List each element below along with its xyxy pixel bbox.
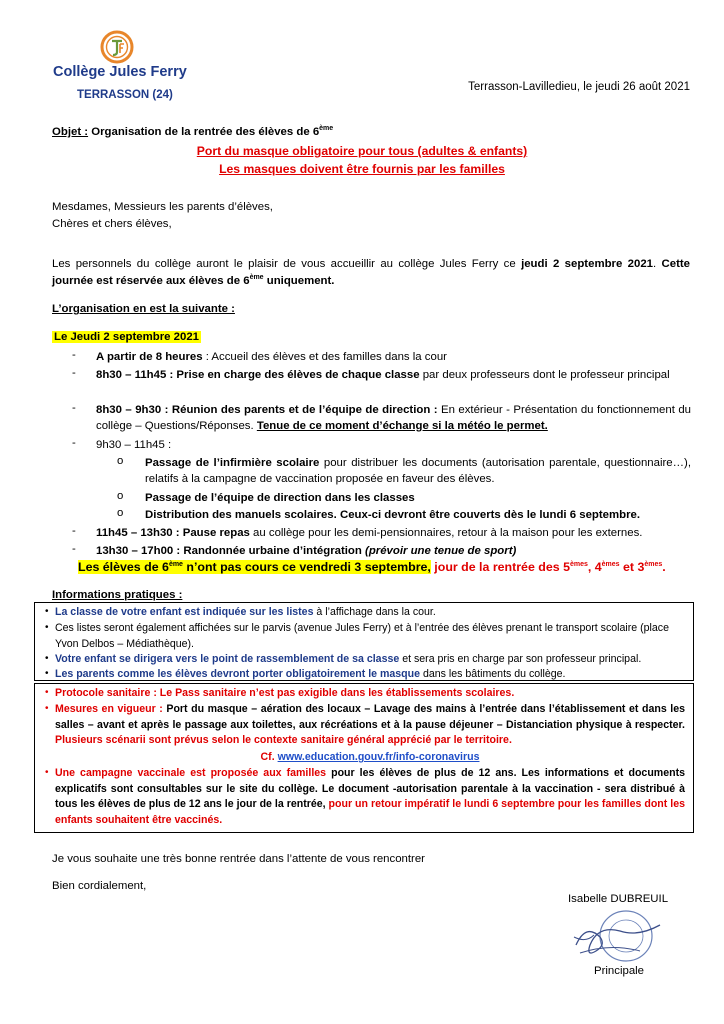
vaccination-label: Une campagne vaccinale est proposée aux familles: [55, 767, 327, 779]
no-class-highlight: [78, 560, 431, 574]
vaccination-text: pour les élèves de plus de 12 ans. Les informations et documents explicatifs sont consultables sur le site du collège. Le document -autorisation parentale à la vaccination - sera distribué à tous les élèves de plus de 12 ans le jour de la rentrée,: [55, 767, 685, 810]
mask-notice-1: Port du masque obligatoire pour tous (adultes & enfants): [196, 144, 528, 158]
rentree-text: jour de la rentrée des 5: [430, 560, 570, 574]
signature-stamp: [570, 905, 675, 965]
no-class-text-2: n’ont pas cours ce vendredi 3 septembre,: [182, 560, 431, 574]
subject-text: Organisation de la rentrée des élèves de 6: [88, 126, 320, 138]
signatory-name: Isabelle DUBREUIL: [568, 893, 669, 905]
info-item-3-blue: Votre enfant se dirigera vers le point de rassemblement de sa classe: [55, 653, 400, 665]
item5-bold: 11h45 – 13h30 : Pause repas: [96, 527, 250, 539]
schedule-item-1: [96, 349, 691, 365]
organisation-heading: L’organisation en est la suivante :: [52, 303, 235, 315]
item1-time: A partir de 8 heures: [96, 351, 203, 363]
dash-bullet: -: [72, 402, 76, 414]
bullet: •: [45, 668, 49, 679]
info-box-general: [34, 602, 694, 681]
place-date: Terrasson-Lavilledieu, le jeudi 26 août 2021: [468, 81, 690, 93]
bullet: •: [45, 653, 49, 664]
cf-line: [55, 750, 685, 766]
schedule-item-2: [96, 367, 691, 383]
info-item-1-blue: La classe de votre enfant est indiquée sur les listes: [55, 606, 314, 618]
circle-bullet: o: [117, 507, 124, 519]
item2-bold: 8h30 – 11h45 : Prise en charge des élèves de chaque classe: [96, 369, 420, 381]
dash-bullet: -: [72, 437, 76, 449]
coronavirus-link[interactable]: www.education.gouv.fr/info-coronavirus: [277, 751, 480, 763]
bullet: •: [45, 606, 49, 617]
info-item-4-text: dans les bâtiments du collège.: [420, 668, 566, 680]
item3-bold: 8h30 – 9h30 : Réunion des parents et de l’équipe de direction :: [96, 404, 438, 416]
schedule-item-4: 9h30 – 11h45 :: [96, 439, 172, 451]
schedule-item-6: [96, 543, 691, 559]
cf-label: Cf.: [260, 751, 275, 763]
bullet: •: [45, 622, 49, 633]
school-logo: [100, 30, 134, 64]
no-class-text: Les élèves de 6: [78, 560, 169, 574]
greeting-1: Mesdames, Messieurs les parents d’élèves,: [52, 201, 273, 213]
rentree-end: .: [662, 560, 666, 574]
info-heading: Informations pratiques :: [52, 589, 183, 601]
intro-sep: .: [652, 258, 662, 270]
signatory-title: Principale: [594, 965, 645, 977]
item5-text: au collège pour les demi-pensionnaires, retour à la maison pour les externes.: [249, 527, 643, 539]
subject-label: Objet :: [52, 126, 89, 138]
item6-italic: (prévoir une tenue de sport): [361, 545, 517, 557]
info-item-1-text: à l’affichage dans la cour.: [313, 606, 436, 618]
schedule-sub-2: Passage de l’équipe de direction dans les classes: [145, 492, 415, 504]
info-item-2: Ces listes seront également affichées sur le parvis (avenue Jules Ferry) et à l’entrée des élèves prenant le transport scolaire (place Yvon Delbos – Médiathèque).: [55, 622, 669, 650]
closing-regards: Bien cordialement,: [52, 880, 147, 892]
school-name: Collège Jules Ferry: [53, 64, 187, 80]
intro-date: jeudi 2 septembre 2021: [521, 258, 653, 270]
intro-sup: ème: [249, 274, 264, 282]
item1-text: : Accueil des élèves et des familles dans la cour: [202, 351, 447, 363]
intro-bold: Cette journée est réservée aux élèves de 6: [52, 258, 690, 287]
day-heading: Le Jeudi 2 septembre 2021: [54, 331, 199, 343]
sanitary-measures: [55, 702, 685, 749]
sub1-bold: Passage de l’infirmière scolaire: [145, 457, 320, 469]
no-class-notice: [78, 560, 666, 574]
mask-notice-2: Les masques doivent être fournis par les familles: [219, 162, 505, 176]
circle-bullet: o: [117, 455, 124, 467]
rentree-sup-4: èmes: [601, 560, 620, 568]
school-city: TERRASSON (24): [77, 89, 173, 101]
bullet: •: [45, 687, 49, 698]
dash-bullet: -: [72, 543, 76, 555]
intro-paragraph: [52, 256, 690, 290]
subject-sup: ème: [319, 125, 334, 133]
schedule-sub-1: [145, 455, 691, 487]
measures-scenarii: Plusieurs scénarii sont prévus selon le contexte sanitaire général apprécié par le territoire.: [55, 734, 512, 746]
item3-text: En extérieur - Présentation du fonctionnement du collège – Questions/Réponses.: [96, 404, 691, 432]
info-item-4-blue: Les parents comme les élèves devront porter obligatoirement le masque: [55, 668, 421, 680]
greeting-2: Chères et chers élèves,: [52, 218, 172, 230]
measures-text: Port du masque – aération des locaux – Lavage des mains à l’entrée dans l’établissement et dans les salles – avant et après le passage aux toilettes, aux récréations et à la pause déjeuner – Distanciation physique à respecter.: [55, 703, 685, 731]
intro-bold-end: uniquement.: [263, 275, 335, 287]
rentree-text-4: , 4: [587, 560, 602, 574]
rentree-sup-3: èmes: [644, 560, 663, 568]
info-item-4: [55, 667, 685, 683]
sub1-text: pour distribuer les documents (autorisation parentale, questionnaire…), relatifs à la campagne de vaccination proposée en faveur des élèves.: [145, 457, 691, 485]
schedule-item-5: [96, 525, 691, 541]
dash-bullet: -: [72, 367, 76, 379]
info-item-1: [55, 605, 685, 621]
bullet: •: [45, 767, 49, 778]
schedule-sub-3: Distribution des manuels scolaires. Ceux-ci devront être couverts dès le lundi 6 septembre.: [145, 509, 641, 521]
item3-weather: Tenue de ce moment d’échange si la météo le permet.: [256, 420, 548, 432]
dash-bullet: -: [72, 349, 76, 361]
vaccination-deadline: pour un retour impératif le lundi 6 septembre pour les familles dont les enfants souhaitent être vaccinés.: [55, 798, 685, 826]
rentree-text-3: et 3: [619, 560, 645, 574]
item2-text: par deux professeurs dont le professeur principal: [419, 369, 670, 381]
info-item-3: [55, 652, 685, 668]
subject-line: [52, 124, 692, 141]
vaccination-campaign: [55, 766, 685, 828]
item6-bold: 13h30 – 17h00 : Randonnée urbaine d’intégration: [96, 545, 362, 557]
info-box-sanitary: [34, 683, 694, 833]
closing-wish: Je vous souhaite une très bonne rentrée dans l’attente de vous rencontrer: [52, 853, 425, 865]
schedule-item-3: [96, 402, 691, 434]
bullet: •: [45, 703, 49, 714]
measures-label: Mesures en vigueur :: [55, 703, 163, 715]
intro-text: Les personnels du collège auront le plaisir de vous accueillir au collège Jules Ferry ce: [52, 258, 522, 270]
no-class-sup: ème: [168, 560, 183, 568]
circle-bullet: o: [117, 490, 124, 502]
sanitary-protocol: Protocole sanitaire : Le Pass sanitaire n’est pas exigible dans les établissements scolaires.: [55, 687, 515, 699]
rentree-sup-5: èmes: [569, 560, 588, 568]
info-item-3-text: et sera pris en charge par son professeur principal.: [399, 653, 642, 665]
dash-bullet: -: [72, 525, 76, 537]
